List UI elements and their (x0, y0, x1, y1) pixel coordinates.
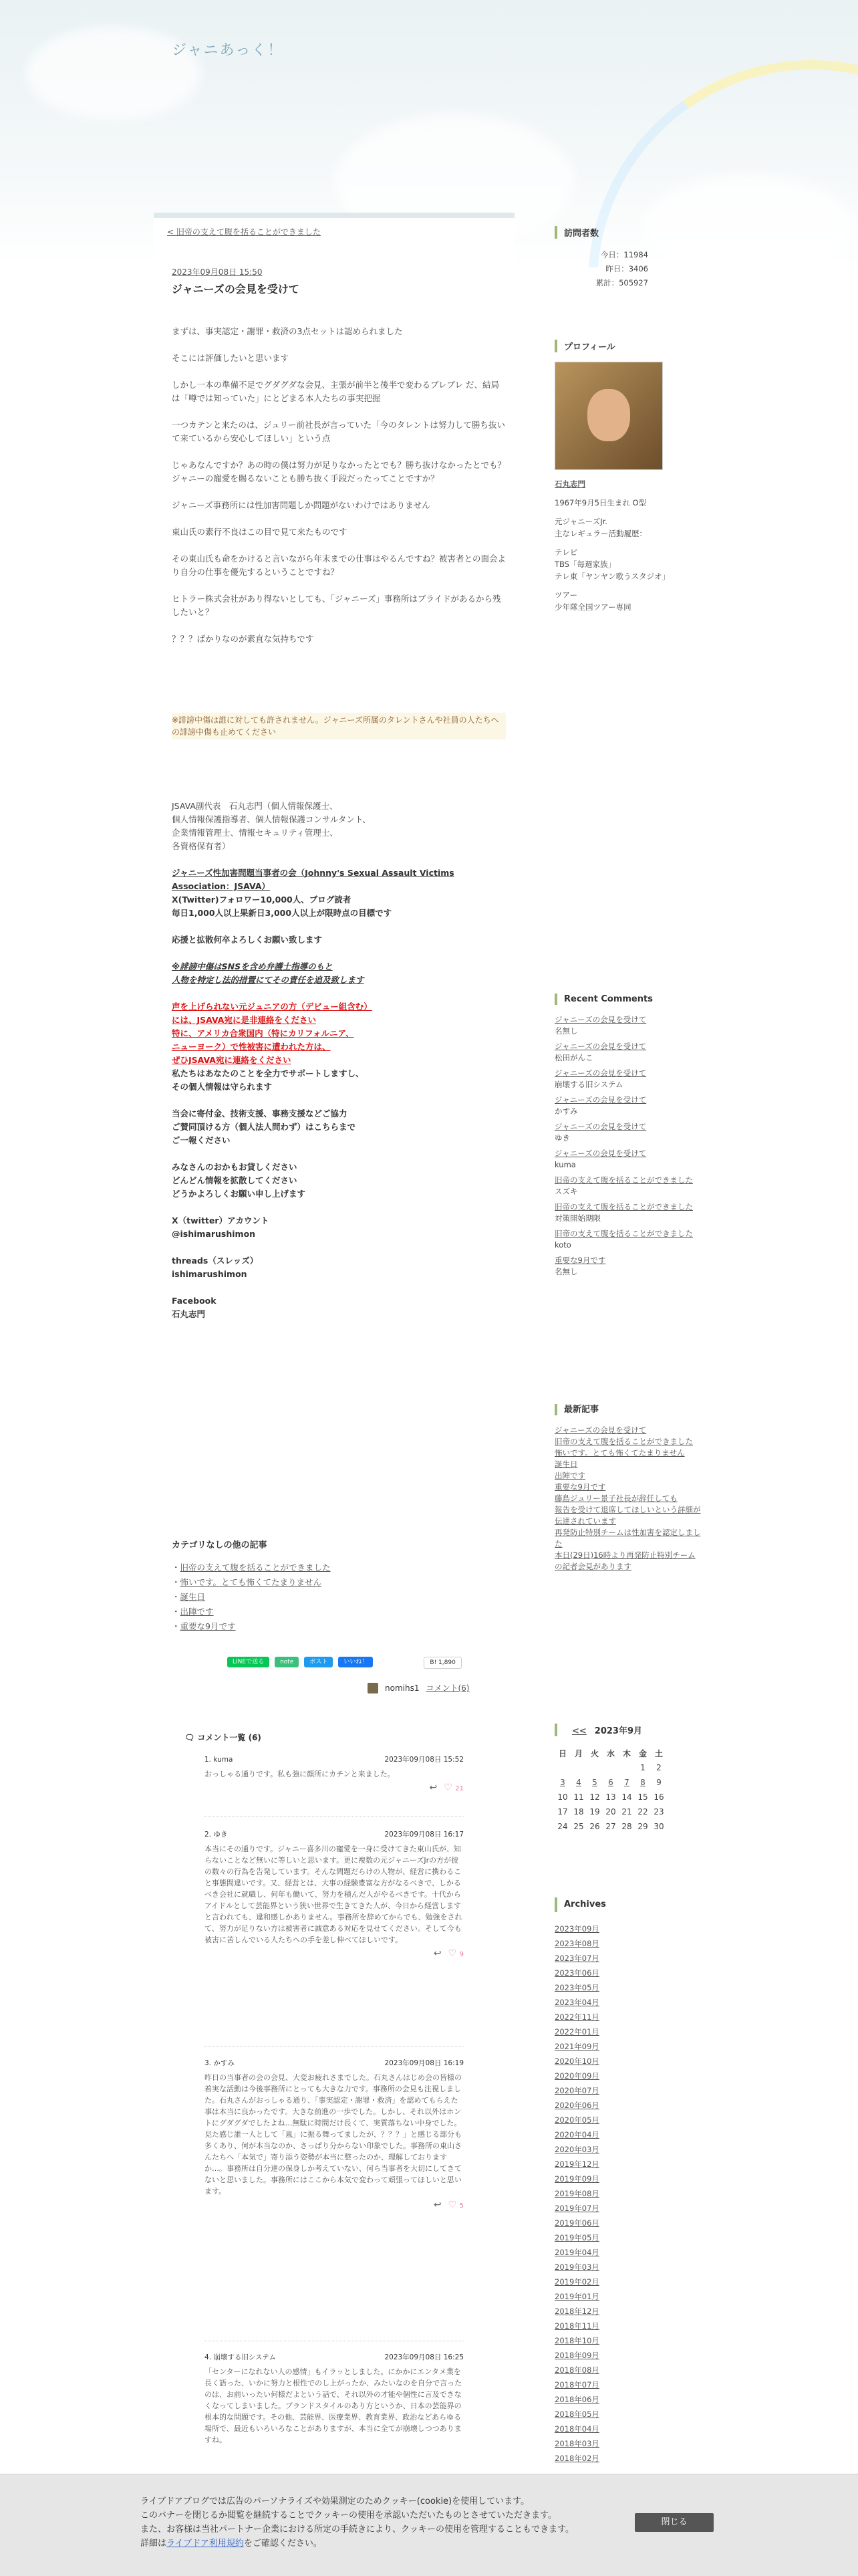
archive-link[interactable]: 2018年10月 (555, 2336, 599, 2345)
line-share-button[interactable]: LINEで送る (227, 1657, 269, 1667)
paragraph: ヒトラー株式会社があり得ないとしても、「ジャニーズ」事務所はブライドがあるから残したいと？ (172, 594, 501, 617)
paragraph: そこには評価したいと思います (172, 353, 289, 363)
call-line: 特に、アメリカ合衆国内（特にカリフォルニア、 (172, 1028, 354, 1038)
archive-link[interactable]: 2019年02月 (555, 2277, 599, 2287)
profile-bio: テレ東「ヤンヤン歌うスタジオ」 (555, 572, 670, 581)
list-item[interactable]: ・ 出陣です (172, 1605, 331, 1619)
profile-widget (555, 340, 702, 613)
today-count: 11984 (623, 250, 648, 259)
latest-article-link[interactable]: 報告を受けて退席してほしいという詳細が伝達されています (555, 1505, 701, 1526)
archive-link[interactable]: 2023年07月 (555, 1954, 599, 1963)
recent-comment-link[interactable]: 旧帝の支えて腹を括ることができました (555, 1175, 693, 1185)
signature-line: 企業情報管理士、情報セキュリティ管理士、 (172, 828, 338, 838)
comment-date: 2023年09月08日 16:25 (384, 2353, 464, 2361)
donate-line: ご一報ください (172, 1135, 231, 1145)
archive-link[interactable]: 2020年06月 (555, 2101, 599, 2110)
archive-link[interactable]: 2019年07月 (555, 2204, 599, 2213)
recent-comment-link[interactable]: ジャニーズの会見を受けて (555, 1095, 647, 1104)
profile-bio: 主なレギュラー活動履歴： (555, 529, 647, 538)
like-count: 5 (459, 2202, 464, 2210)
archive-link[interactable]: 2019年08月 (555, 2189, 599, 2198)
archive-link[interactable]: 2023年04月 (555, 1998, 599, 2007)
comment-text: おっしゃる通りです。私も強に顔所にカチンと来ました。 (204, 1770, 395, 1778)
comment: 3. かすみ 2023年09月08日 16:19 昨日の当事者の会の会見、大変お疲れさまでした。石丸さんはじめ会の皆様の着実な活動は今後事務所にとっても大きな力です。事務所の会見も注視しました。石丸さんがおっしゃる通り、「事実認定・謝罪・救済」を認めてもらえた事は本当に良かったです。大きな前進の一歩でした。しかし、それ以外はホントにグダグダでしたよね…無駄に時間だけ長くて、実質落ちない中身でした。見た感じ誰一人として「嵐」に振る舞ってましたが、？？？」と感じる部分も多くあり、何が本当なのか、さっぱり分からない印象でした。事務所の東山さんたちへ「本気で」寄り添う姿勢が本当に整ったのか、理解しておりますか…。事務所は自分達の保身しか考えていない、何ら当事者を大切にしてきてないと思いました。事務所にはここから本気で変わって頑張ってほしいと思います。 ↩ ♡ 5 (204, 2059, 464, 2210)
recent-comment-author: 対策開始期限 (555, 1213, 601, 1223)
latest-article-link[interactable]: 再発防止特別チームは性加害を認定しました (555, 1528, 701, 1548)
archive-link[interactable]: 2019年06月 (555, 2218, 599, 2228)
archive-link[interactable]: 2023年06月 (555, 1968, 599, 1978)
entry-body (172, 325, 506, 1321)
threads-handle: ishimarushimon (172, 1269, 247, 1279)
archive-link[interactable]: 2020年07月 (555, 2086, 599, 2095)
recent-comment-link[interactable]: ジャニーズの会見を受けて (555, 1042, 647, 1051)
entry-date[interactable]: 2023年09月08日 15:50 (172, 267, 263, 277)
list-item[interactable]: ・ 旧帝の支えて腹を括ることができました (172, 1560, 331, 1575)
calendar-day-link[interactable]: 6 (608, 1778, 613, 1787)
latest-article-link[interactable]: 誕生日 (555, 1459, 578, 1469)
recent-comment-author: 名無し (555, 1267, 578, 1276)
signature-line: 個人情報保護指導者、個人情報保護コンサルタント、 (172, 814, 371, 824)
profile-bio: TBS「毎週家族」 (555, 560, 616, 569)
author-avatar (368, 1683, 378, 1693)
latest-article-link[interactable]: 怖いです。とても怖くてたまりません (555, 1448, 685, 1457)
recent-comment-link[interactable]: 重要な9月です (555, 1256, 606, 1265)
facebook-label: Facebook (172, 1296, 217, 1306)
recent-comment-link[interactable]: ジャニーズの会見を受けて (555, 1149, 647, 1158)
archive-link[interactable]: 2023年09月 (555, 1924, 599, 1934)
call-line: ニューヨーク）で性被害に遭われた方は、 (172, 1042, 331, 1052)
latest-article-link[interactable]: 出陣です (555, 1471, 585, 1480)
archive-link[interactable]: 2018年09月 (555, 2351, 599, 2360)
latest-article-link[interactable]: 旧帝の支えて腹を括ることができました (555, 1437, 693, 1446)
terms-link[interactable]: ライブドア利用規約 (166, 2539, 244, 2549)
comment: 2. ゆき 2023年09月08日 16:17 本当にその通りです。ジャニー喜多川の寵愛を一身に受けてきた東山氏が、知らないことなど無いに等しいと思います。更に複数の元ジャニーズJrの方が彼の数々の行為を告発しています。そんな問題だらけの人物が、経営に携わること事態間違いです。又、経営とは、大事の経験豊富な方がなるべきで、しかるべき会社に就職し、何年も働いて、努力を積んだ人がやるべきです。十代からアイドルとして芸能界という狭い世界で生きてきた人が、今日から経営しますと言われても、違和感しかありません。事務所を辞めてからでも、勉強をされて、努力が足りない方は被害者に誠意ある対応を見せてください。そして今も被害に苦しんでいる人たちへの手を差し伸べてほしいです。 ↩ ♡ 9 (204, 1831, 464, 1959)
total-count: 505927 (619, 278, 648, 287)
ask-line: どうかよろしくお願い申し上げます (172, 1189, 306, 1199)
calendar-day-link[interactable]: 7 (624, 1778, 629, 1787)
comment: 1. kuma 2023年09月08日 15:52 おっしゃる通りです。私も強に顔所にカチンと来ました。 ↩ ♡ 21 (204, 1756, 464, 1793)
entry-title: ジャニーズの会見を受けて (172, 283, 299, 296)
paragraph: まずは、事実認定・謝罪・救済の3点セットは認められました (172, 326, 403, 336)
archive-list (555, 1921, 702, 2466)
recent-comment-author: 松田がんこ (555, 1053, 593, 1062)
archive-link[interactable]: 2018年11月 (555, 2321, 599, 2331)
paragraph: ジャニーズ事務所には性加害問題しか問題がないわけではありません (172, 500, 430, 510)
paragraph: じゃあなんですか？あの時の僕は努力が足りなかったとでも？勝ち抜けなかったとでも？ ジャニーの寵愛を賜るないことも勝ち抜く手段だったってことですか？ (172, 460, 507, 483)
paragraph: 東山氏の素行不良はこの目で見て来たものです (172, 527, 347, 537)
commenter-name: 崩壊する旧システム (213, 2353, 276, 2361)
x-label: X（twitter）アカウント (172, 1215, 269, 1225)
recent-comment-author: かすみ (555, 1106, 578, 1116)
archive-link[interactable]: 2018年08月 (555, 2365, 599, 2375)
warning-line: 人物を特定し法的措置にてその責任を追及致します (172, 975, 364, 985)
archive-link[interactable]: 2019年12月 (555, 2159, 599, 2169)
archive-link[interactable]: 2022年11月 (555, 2012, 599, 2022)
archive-link[interactable]: 2018年07月 (555, 2380, 599, 2389)
recent-comment-author: 名無し (555, 1026, 578, 1036)
org-name-link[interactable]: ジャニーズ性加害問題当事者の会（Johnny's Sexual Assault Victims Association：JSAVA） (172, 868, 454, 891)
threads-label: threads（スレッズ） (172, 1256, 259, 1266)
archive-link[interactable]: 2019年04月 (555, 2248, 599, 2257)
archive-link[interactable]: 2019年01月 (555, 2292, 599, 2301)
archive-link[interactable]: 2022年01月 (555, 2027, 599, 2036)
ask-line: みなさんのおかもお貸しください (172, 1162, 297, 1172)
comment-text: 本当にその通りです。ジャニー喜多川の寵愛を一身に受けてきた東山氏が、知らないことなど無いに等しいと思います。更に複数の元ジャニーズJrの方が彼の数々の行為を告発しています。そんな問題だらけの人物が、経営に携わること事態間違いです。又、経営とは、大事の経験豊富な方がなるべきで、しかるべき会社に就職し、何年も働いて、努力を積んだ人がやるべきです。十代からアイドルとして芸能界という狭い世界で生きてきた人が、今日から経営しますと言われても、違和感しかありません。事務所を辞めてからでも、勉強をされて、努力が足りない方は被害者に誠意ある対応を見せてください。そして今も被害に苦しんでいる人たちへの手を差し伸べてほしいです。 (204, 1845, 462, 1944)
x-handle: @ishimarushimon (172, 1229, 256, 1239)
facebook-name: 石丸志門 (172, 1309, 206, 1319)
like-count: 9 (459, 1951, 464, 1958)
paragraph: その東山氏も命をかけると言いながら年末までの仕事はやるんですね？被害者との面会より自分の仕事を優先するということですね？ (172, 554, 507, 577)
category-list (172, 1560, 331, 1634)
calendar-day-link[interactable]: 5 (592, 1778, 597, 1787)
recent-comments-widget (555, 993, 702, 1282)
commenter-name: kuma (213, 1756, 233, 1764)
profile-bio: 元ジャニーズJr. (555, 517, 607, 526)
calendar-day-link[interactable]: 3 (560, 1778, 565, 1787)
archive-link[interactable]: 2020年10月 (555, 2057, 599, 2066)
author-name[interactable]: nomihs1 (385, 1683, 420, 1693)
recent-comments-heading: Recent Comments (555, 993, 702, 1005)
recent-comment-author: koto (555, 1240, 571, 1250)
like-count: 21 (455, 1785, 464, 1792)
site-title[interactable]: ジャニあっく！ (172, 42, 284, 59)
archive-link[interactable]: 2018年04月 (555, 2424, 599, 2434)
profile-heading: プロフィール (555, 340, 702, 352)
paragraph: しかし一本の準備不足でグダグダな会見、主張が前半と後半で変わるブレブレ だ、結局は「噂では知っていた」にとどまる本人たちの事実把握 (172, 380, 499, 403)
visits-widget: 訪問者数 今日：11984 昨日：3406 累計：505927 (555, 226, 702, 290)
archive-link[interactable]: 2020年09月 (555, 2071, 599, 2081)
archive-link[interactable]: 2018年06月 (555, 2395, 599, 2404)
reply-icon[interactable]: ↩ (433, 1948, 442, 1959)
comment-icon: 🗨 (184, 1733, 195, 1742)
commenter-name: かすみ (213, 2059, 235, 2067)
entry-author (368, 1682, 469, 1693)
archive-link[interactable]: 2018年03月 (555, 2439, 599, 2448)
ask-line: どんどん情報を拡散してください (172, 1175, 297, 1185)
comments-heading: 🗨 コメント一覧 (6) (184, 1733, 261, 1742)
archive-link[interactable]: 2020年03月 (555, 2145, 599, 2154)
visits-heading: 訪問者数 (555, 226, 702, 239)
archives-widget (555, 1897, 702, 2466)
profile-name[interactable]: 石丸志門 (555, 479, 585, 489)
hatena-bookmark-button[interactable]: B! 1,890 (424, 1657, 461, 1669)
comment-date: 2023年09月08日 16:19 (384, 2059, 464, 2067)
share-buttons (227, 1657, 462, 1669)
donate-line: 当会に寄付金、技術支援、事務支援などご協力 (172, 1108, 347, 1119)
recent-comment-author: kuma (555, 1160, 576, 1169)
heart-icon[interactable]: ♡ (448, 1948, 457, 1959)
profile-photo[interactable] (555, 362, 663, 470)
recent-comment-link[interactable]: 旧帝の支えて腹を括ることができました (555, 1229, 693, 1238)
profile-bio: 少年隊全国ツアー専同 (555, 602, 631, 612)
profile-bio: ツアー (555, 590, 578, 600)
org-line: X(Twitter)フォロワー10,000人、ブログ読者 (172, 895, 351, 905)
recent-comment-author: スズキ (555, 1187, 578, 1196)
latest-article-link[interactable]: 本日(29日)16時より再発防止特別チームの記者会見があります (555, 1550, 696, 1571)
archive-link[interactable]: 2021年09月 (555, 2042, 599, 2051)
org-line: 毎日1,000人以上果新日3,000人以上が限時点の目標です (172, 908, 392, 918)
cookie-text: ライブドアブログでは広告のパーソナライズや効果測定のためクッキー(cookie)を使用しています。 このバナーを閉じるか閲覧を継続することでクッキーの使用を承認いただいたものとさせていただきます。 また、お客様は当社パートナー企業における所定の手続きにより、クッキーの使用を管理することもできます。 詳細はライブドア利用規約をご確認ください。 (140, 2496, 574, 2549)
warning-line: ※誹謗中傷はSNSを含め弁護士指導のもと (172, 961, 333, 971)
comment-text: 昨日の当事者の会の会見、大変お疲れさまでした。石丸さんはじめ会の皆様の着実な活動は今後事務所にとっても大きな力です。事務所の会見も注視しました。石丸さんがおっしゃる通り、「事実認定・謝罪・救済」を認めてもらえた事は本当に良かったです。大きな前進の一歩でした。しかし、それ以外はホントにグダグダでしたよね…無駄に時間だけ長くて、実質落ちない中身でした。見た感じ誰一人として「嵐」に振る舞ってましたが、？？？」と感じる部分も多くあり、何が本当なのか、さっぱり分からない印象でした。事務所の東山さんたちへ「本気で」寄り添う姿勢が本当に整ったのか、理解しておりますか…。事務所は自分達の保身しか考えていない、何ら当事者を大切にしてきてないと思いました。事務所にはここから本気で変わって頑張ってほしいと思います。 (204, 2073, 462, 2196)
comment: 4. 崩壊する旧システム 2023年09月08日 16:25 「センターになれない人の感情」もイラッとしました。にかかにエンタメ業を長く語った、いかに努力と根性でのし上がったか、みたいなのを自分で言ったのは、お前いったい何様だよという話で、それ以外の才能や個性に言及できなくなってしまいました。ブランドスタイルのあり方というか、日本の芸能界の根本的な問題です。その他、芸能界、医療業界、教育業界、政治などあらゆる場所で、最近もいろいろなことがありますが、本当に全てが崩壊しつつありますね。 (204, 2353, 464, 2444)
call-line: 私たちはあなたのことを全力でサポートしますし、 (172, 1068, 364, 1078)
prev-entry-link[interactable]: < 旧帝の支えて腹を括ることができました (167, 227, 321, 237)
comment-date: 2023年09月08日 16:17 (384, 1831, 464, 1839)
calendar-day-link[interactable]: 8 (640, 1778, 646, 1787)
profile-bio: テレビ (555, 548, 578, 557)
archive-link[interactable]: 2019年03月 (555, 2262, 599, 2272)
archive-link[interactable]: 2019年09月 (555, 2174, 599, 2184)
reply-icon[interactable]: ↩ (433, 2200, 442, 2210)
paragraph: ？？？ばかりなのが素直な気持ちです (172, 634, 314, 644)
calendar-widget (555, 1724, 702, 1834)
call-line: その個人情報は守られます (172, 1082, 273, 1092)
latest-articles-widget (555, 1404, 702, 1572)
archive-link[interactable]: 2020年05月 (555, 2115, 599, 2125)
latest-heading: 最新記事 (555, 1404, 702, 1415)
list-item[interactable]: ・ 怖いです。とても怖くてたまりません (172, 1575, 331, 1590)
calendar-prev-link[interactable]: << (572, 1726, 587, 1736)
list-item[interactable]: ・ 重要な9月です (172, 1619, 331, 1634)
note-share-button[interactable]: note (275, 1657, 299, 1667)
recent-comment-link[interactable]: ジャニーズの会見を受けて (555, 1068, 647, 1078)
recent-comment-link[interactable]: ジャニーズの会見を受けて (555, 1015, 647, 1024)
signature-line: 各資格保有者） (172, 841, 231, 851)
paragraph: 一つカテンと来たのは、ジュリー前社長が言っていた「今のタレントは努力して勝ち抜いて来ているから安心してほしい」という点 (172, 420, 505, 443)
support-text: 応援と拡散何卒よろしくお願い致します (172, 935, 323, 945)
slander-note: ※誹謗中傷は誰に対しても許されません。ジャニーズ所属のタレントさんや社員の人たちへの誹謗中傷も止めてください (172, 713, 506, 739)
latest-article-link[interactable]: ジャニーズの会見を受けて (555, 1425, 647, 1435)
tweet-button[interactable]: ポスト (304, 1657, 333, 1667)
archive-link[interactable]: 2023年08月 (555, 1939, 599, 1948)
cookie-banner (0, 2474, 858, 2576)
category-heading: カテゴリなしの他の記事 (172, 1540, 267, 1550)
yesterday-count: 3406 (628, 264, 648, 273)
recent-comment-link[interactable]: 旧帝の支えて腹を括ることができました (555, 1202, 693, 1211)
comment-text: 「センターになれない人の感情」もイラッとしました。にかかにエンタメ業を長く語った、いかに努力と根性でのし上がったか、みたいなのを自分で言ったのは、お前いったい何様だよという話で、それ以外の才能や個性に言及できなくなってしまいました。ブランドスタイルのあり方というか、日本の芸能界の根本的な問題です。その他、芸能界、医療業界、教育業界、政治などあらゆる場所で、最近もいろいろなことがありますが、本当に全てが崩壊しつつありますね。 (204, 2367, 462, 2444)
archive-link[interactable]: 2019年05月 (555, 2233, 599, 2242)
archive-link[interactable]: 2023年05月 (555, 1983, 599, 1992)
calendar-day-link[interactable]: 4 (576, 1778, 581, 1787)
heart-icon[interactable]: ♡ (444, 1782, 452, 1793)
call-line: には、JSAVA宛に是非連絡をください (172, 1015, 316, 1025)
call-line: 声を上げられない元ジュニアの方（デビュー組含む） (172, 1002, 372, 1012)
archive-link[interactable]: 2018年12月 (555, 2307, 599, 2316)
commenter-name: ゆき (213, 1831, 228, 1839)
recent-comment-author: 崩壊する旧システム (555, 1080, 623, 1089)
recent-comment-link[interactable]: ジャニーズの会見を受けて (555, 1122, 647, 1131)
archive-link[interactable]: 2018年05月 (555, 2410, 599, 2419)
comment-date: 2023年09月08日 15:52 (384, 1756, 464, 1764)
signature-line: JSAVA副代表 石丸志門（個人情報保護士、 (172, 801, 338, 811)
main-top-bar (154, 213, 515, 218)
archive-link[interactable]: 2020年04月 (555, 2130, 599, 2139)
calendar-table: 日 月 火 水 木 金 土 1 2 3 4 5 6 7 8 9 10 11 12 13 14 15 16 17 18 19 20 21 22 23 24 25 26 27 28 29 30 (555, 1746, 667, 1834)
archives-heading: Archives (555, 1897, 702, 1912)
donate-line[interactable]: ご賛同頂ける方（個人法人問わず）はこちらまで (172, 1122, 356, 1132)
close-cookie-button[interactable]: 閉じる (635, 2513, 714, 2532)
heart-icon[interactable]: ♡ (448, 2200, 457, 2210)
comments-link[interactable]: コメント(6) (426, 1683, 470, 1693)
calendar-heading: << 2023年9月 (555, 1724, 702, 1736)
recent-comment-author: ゆき (555, 1133, 570, 1143)
call-line: ぜひJSAVA宛に連絡をください (172, 1055, 291, 1065)
like-button[interactable]: いいね！ (338, 1657, 373, 1667)
list-item[interactable]: ・ 誕生日 (172, 1590, 331, 1605)
reply-icon[interactable]: ↩ (429, 1782, 438, 1793)
profile-birth: 1967年9月5日生まれ O型 (555, 498, 647, 507)
latest-article-link[interactable]: 重要な9月です (555, 1482, 606, 1492)
archive-link[interactable]: 2018年02月 (555, 2454, 599, 2463)
latest-article-link[interactable]: 藤島ジュリー景子社長が辞任しても (555, 1494, 678, 1503)
